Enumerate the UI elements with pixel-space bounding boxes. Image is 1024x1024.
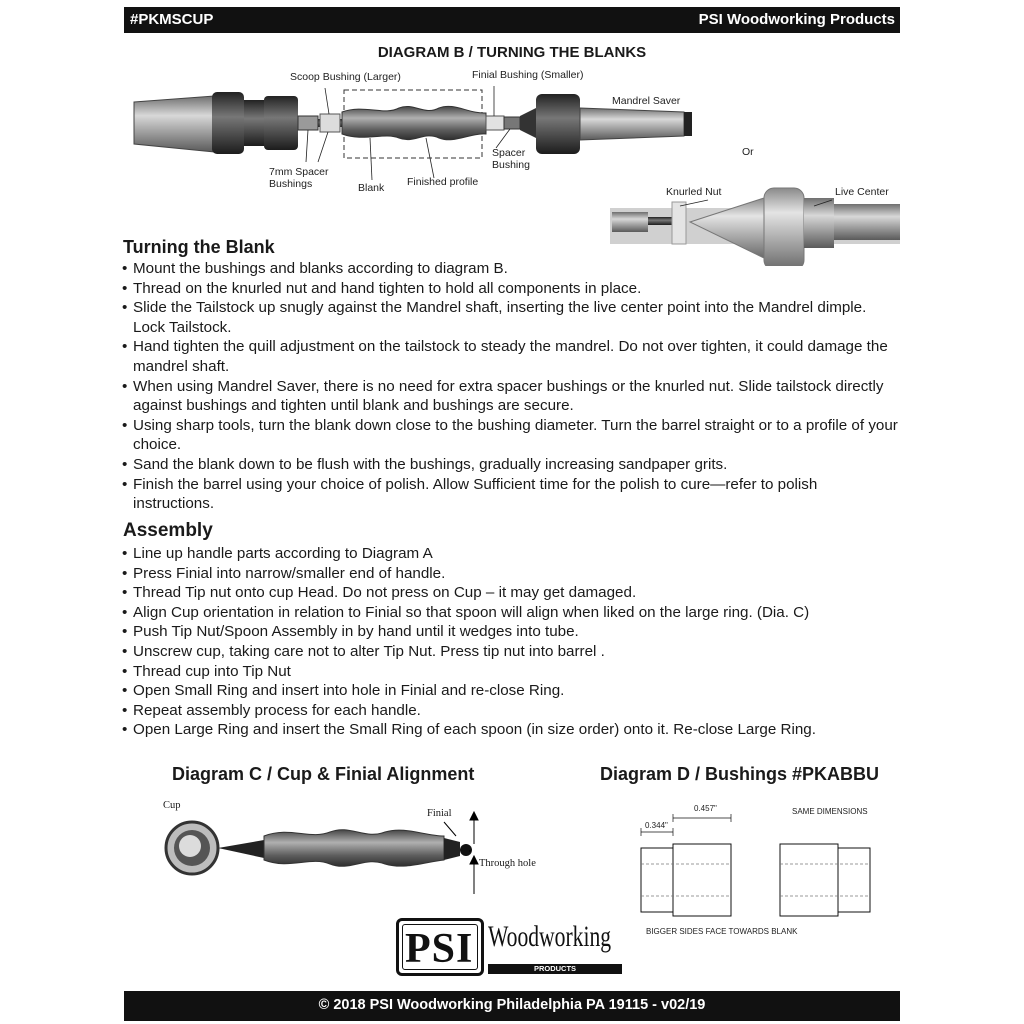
list-item: • Repeat assembly process for each handle.	[121, 701, 901, 721]
list-item: • Thread on the knurled nut and hand tighten to hold all components in place.	[121, 279, 901, 299]
cup	[166, 822, 218, 874]
finished-profile-label: Finished profile	[407, 176, 479, 188]
list-item: • Mount the bushings and blanks according to diagram B.	[121, 259, 901, 279]
diagram-b-title: DIAGRAM B / TURNING THE BLANKS	[377, 44, 647, 61]
list-item: • Open Large Ring and insert the Small Ring of each spoon (in size order) onto it. Re-close Large Ring.	[121, 720, 901, 740]
handle	[264, 830, 444, 867]
bushing-large-left	[673, 844, 731, 916]
product-code: #PKMSCUP	[130, 11, 214, 28]
turning-list	[121, 259, 901, 514]
scoop-bushing-label: Scoop Bushing (Larger)	[290, 71, 401, 83]
live-center-label: Live Center	[835, 186, 889, 198]
spacer-bushing-label: Spacer Bushing	[492, 147, 530, 171]
header-bar	[124, 7, 900, 33]
brand-name: PSI Woodworking Products	[698, 11, 895, 28]
cup-label: Cup	[163, 800, 181, 811]
bushing-large-right	[780, 844, 838, 916]
scoop-bushing	[320, 114, 340, 132]
woodworking-logo-text: Woodworking	[488, 920, 612, 953]
live-center-inset	[610, 188, 900, 266]
morse-taper	[134, 96, 214, 152]
dim-small-label: 0.344"	[645, 821, 668, 830]
list-item: • Open Small Ring and insert into hole in Finial and re-close Ring.	[121, 681, 901, 701]
mandrel-saver-label: Mandrel Saver	[612, 95, 681, 107]
assembly-heading: Assembly	[123, 520, 213, 541]
diagram-d-illustration	[630, 800, 900, 920]
finial-label: Finial	[427, 808, 452, 819]
psi-logo-text: PSI	[405, 926, 474, 972]
spacer-bushing	[504, 117, 520, 129]
assembly-list	[121, 544, 901, 740]
list-item: • Align Cup orientation in relation to Finial so that spoon will align when liked on the large ring. (Dia. C)	[121, 603, 901, 623]
list-item: • Unscrew cup, taking care not to alter Tip Nut. Press tip nut into barrel .	[121, 642, 901, 662]
bigger-sides-label: BIGGER SIDES FACE TOWARDS BLANK	[646, 927, 798, 936]
diagram-d-title: Diagram D / Bushings #PKABBU	[600, 764, 880, 784]
finial-bushing	[486, 116, 504, 130]
same-dimensions-label: SAME DIMENSIONS	[792, 807, 868, 816]
list-item: • Thread Tip nut onto cup Head. Do not press on Cup – it may get damaged.	[121, 583, 901, 603]
bushing-small-right	[838, 848, 870, 912]
spacer-bushings-7mm-label: 7mm Spacer Bushings	[269, 166, 329, 190]
spacer-bushing-7mm	[298, 116, 318, 130]
diagram-c-title: Diagram C / Cup & Finial Alignment	[172, 764, 475, 784]
list-item: • Using sharp tools, turn the blank down close to the bushing diameter. Turn the barrel straight or to a profile of your choice.	[121, 416, 901, 455]
list-item: • Line up handle parts according to Diagram A	[121, 544, 901, 564]
bushing-small-left	[641, 848, 673, 912]
list-item: • Slide the Tailstock up snugly against the Mandrel shaft, inserting the live center point into the Mandrel dimple. Lock Tailstock.	[121, 298, 901, 337]
through-hole-label: Through hole	[479, 858, 536, 869]
blank-label: Blank	[358, 182, 385, 194]
or-label: Or	[742, 146, 754, 158]
finial	[444, 838, 472, 860]
knurled-nut-label: Knurled Nut	[666, 186, 722, 198]
list-item: • Thread cup into Tip Nut	[121, 662, 901, 682]
list-item: • When using Mandrel Saver, there is no need for extra spacer bushings or the knurled nut. Slide tailstock directly against bushings and tighten until blank and bushings are secure.	[121, 377, 901, 416]
drive-collet	[212, 92, 298, 154]
list-item: • Push Tip Nut/Spoon Assembly in by hand until it wedges into tube.	[121, 622, 901, 642]
turning-heading: Turning the Blank	[123, 237, 275, 257]
list-item: • Sand the blank down to be flush with the bushings, gradually increasing sandpaper grits.	[121, 455, 901, 475]
psi-woodworking-logo	[396, 918, 632, 980]
footer-text: © 2018 PSI Woodworking Philadelphia PA 19115 - v02/19	[318, 997, 706, 1013]
list-item: • Press Finial into narrow/smaller end of handle.	[121, 564, 901, 584]
blank	[342, 106, 486, 139]
dim-large-label: 0.457"	[694, 804, 717, 813]
footer-bar	[124, 991, 900, 1021]
finial-bushing-label: Finial Bushing (Smaller)	[472, 69, 584, 81]
list-item: • Finish the barrel using your choice of polish. Allow Sufficient time for the polish to cure—refer to polish instructions.	[121, 475, 901, 514]
products-logo-text: PRODUCTS	[488, 964, 622, 974]
list-item: • Hand tighten the quill adjustment on the tailstock to steady the mandrel. Do not over tighten, it could damage the mandrel shaft.	[121, 337, 901, 376]
psi-logo-box	[396, 918, 484, 976]
